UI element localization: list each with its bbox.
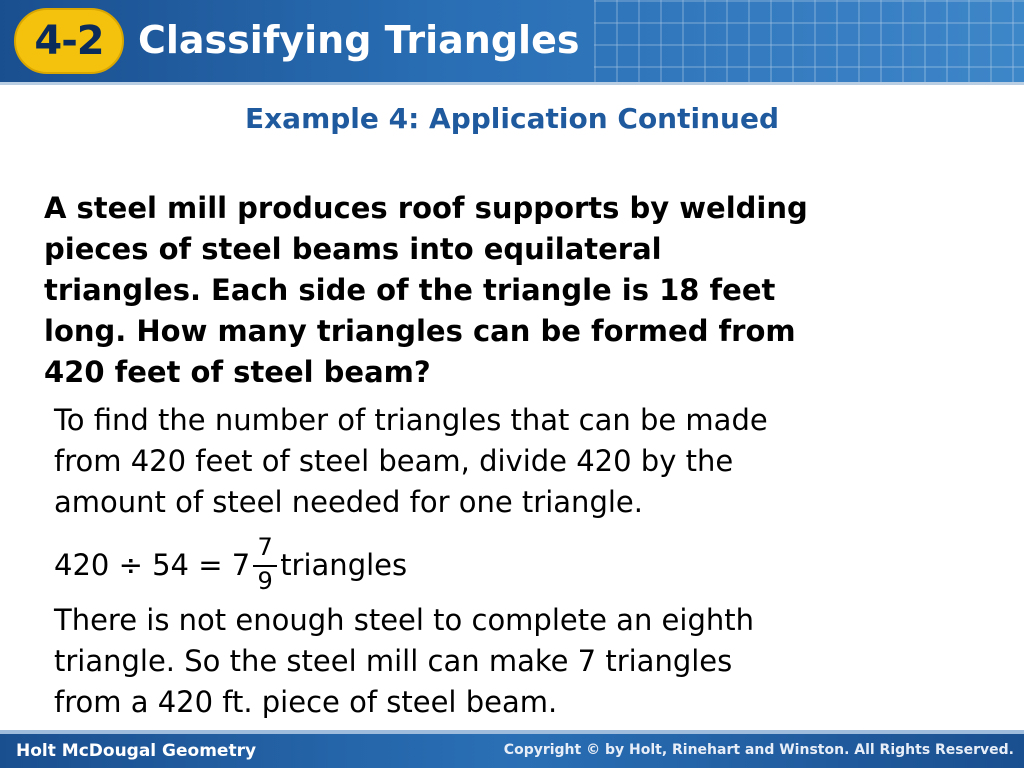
conclusion-line: triangle. So the steel mill can make 7 triangles: [54, 644, 733, 678]
example-subtitle: Example 4: Application Continued: [244, 102, 779, 135]
footer-bar: [0, 734, 1024, 768]
problem-line: triangles. Each side of the triangle is 18 feet: [44, 273, 776, 307]
explanation-line: amount of steel needed for one triangle.: [54, 485, 643, 519]
header-grid-pattern: [594, 0, 1024, 82]
equation-left: 420 ÷ 54 = 7: [54, 548, 251, 582]
problem-line: long. How many triangles can be formed from: [44, 314, 796, 348]
mixed-number-fraction: [252, 533, 278, 595]
conclusion-line: There is not enough steel to complete an eighth: [54, 603, 754, 637]
lesson-number-badge: [14, 8, 124, 74]
lesson-number: 4-2: [34, 18, 104, 64]
course-name: Holt McDougal Geometry: [16, 741, 257, 761]
explanation-paragraph: [54, 400, 1004, 523]
problem-line: A steel mill produces roof supports by welding: [44, 191, 808, 225]
equation-unit: triangles: [280, 548, 408, 582]
conclusion-paragraph: [54, 600, 1004, 723]
fraction-denominator: 9: [257, 567, 273, 595]
copyright-notice: Copyright © by Holt, Rinehart and Winston. All Rights Reserved.: [503, 742, 1014, 758]
division-equation: [54, 533, 408, 595]
problem-statement: [44, 188, 994, 393]
explanation-line: To find the number of triangles that can be made: [54, 403, 768, 437]
header-divider: [0, 82, 1024, 85]
explanation-line: from 420 feet of steel beam, divide 420 by the: [54, 444, 734, 478]
header-bar: [0, 0, 1024, 82]
lesson-title: Classifying Triangles: [138, 18, 580, 62]
fraction-numerator: 7: [257, 533, 273, 561]
problem-line: pieces of steel beams into equilateral: [44, 232, 662, 266]
problem-line: 420 feet of steel beam?: [44, 355, 431, 389]
conclusion-line: from a 420 ft. piece of steel beam.: [54, 685, 558, 719]
